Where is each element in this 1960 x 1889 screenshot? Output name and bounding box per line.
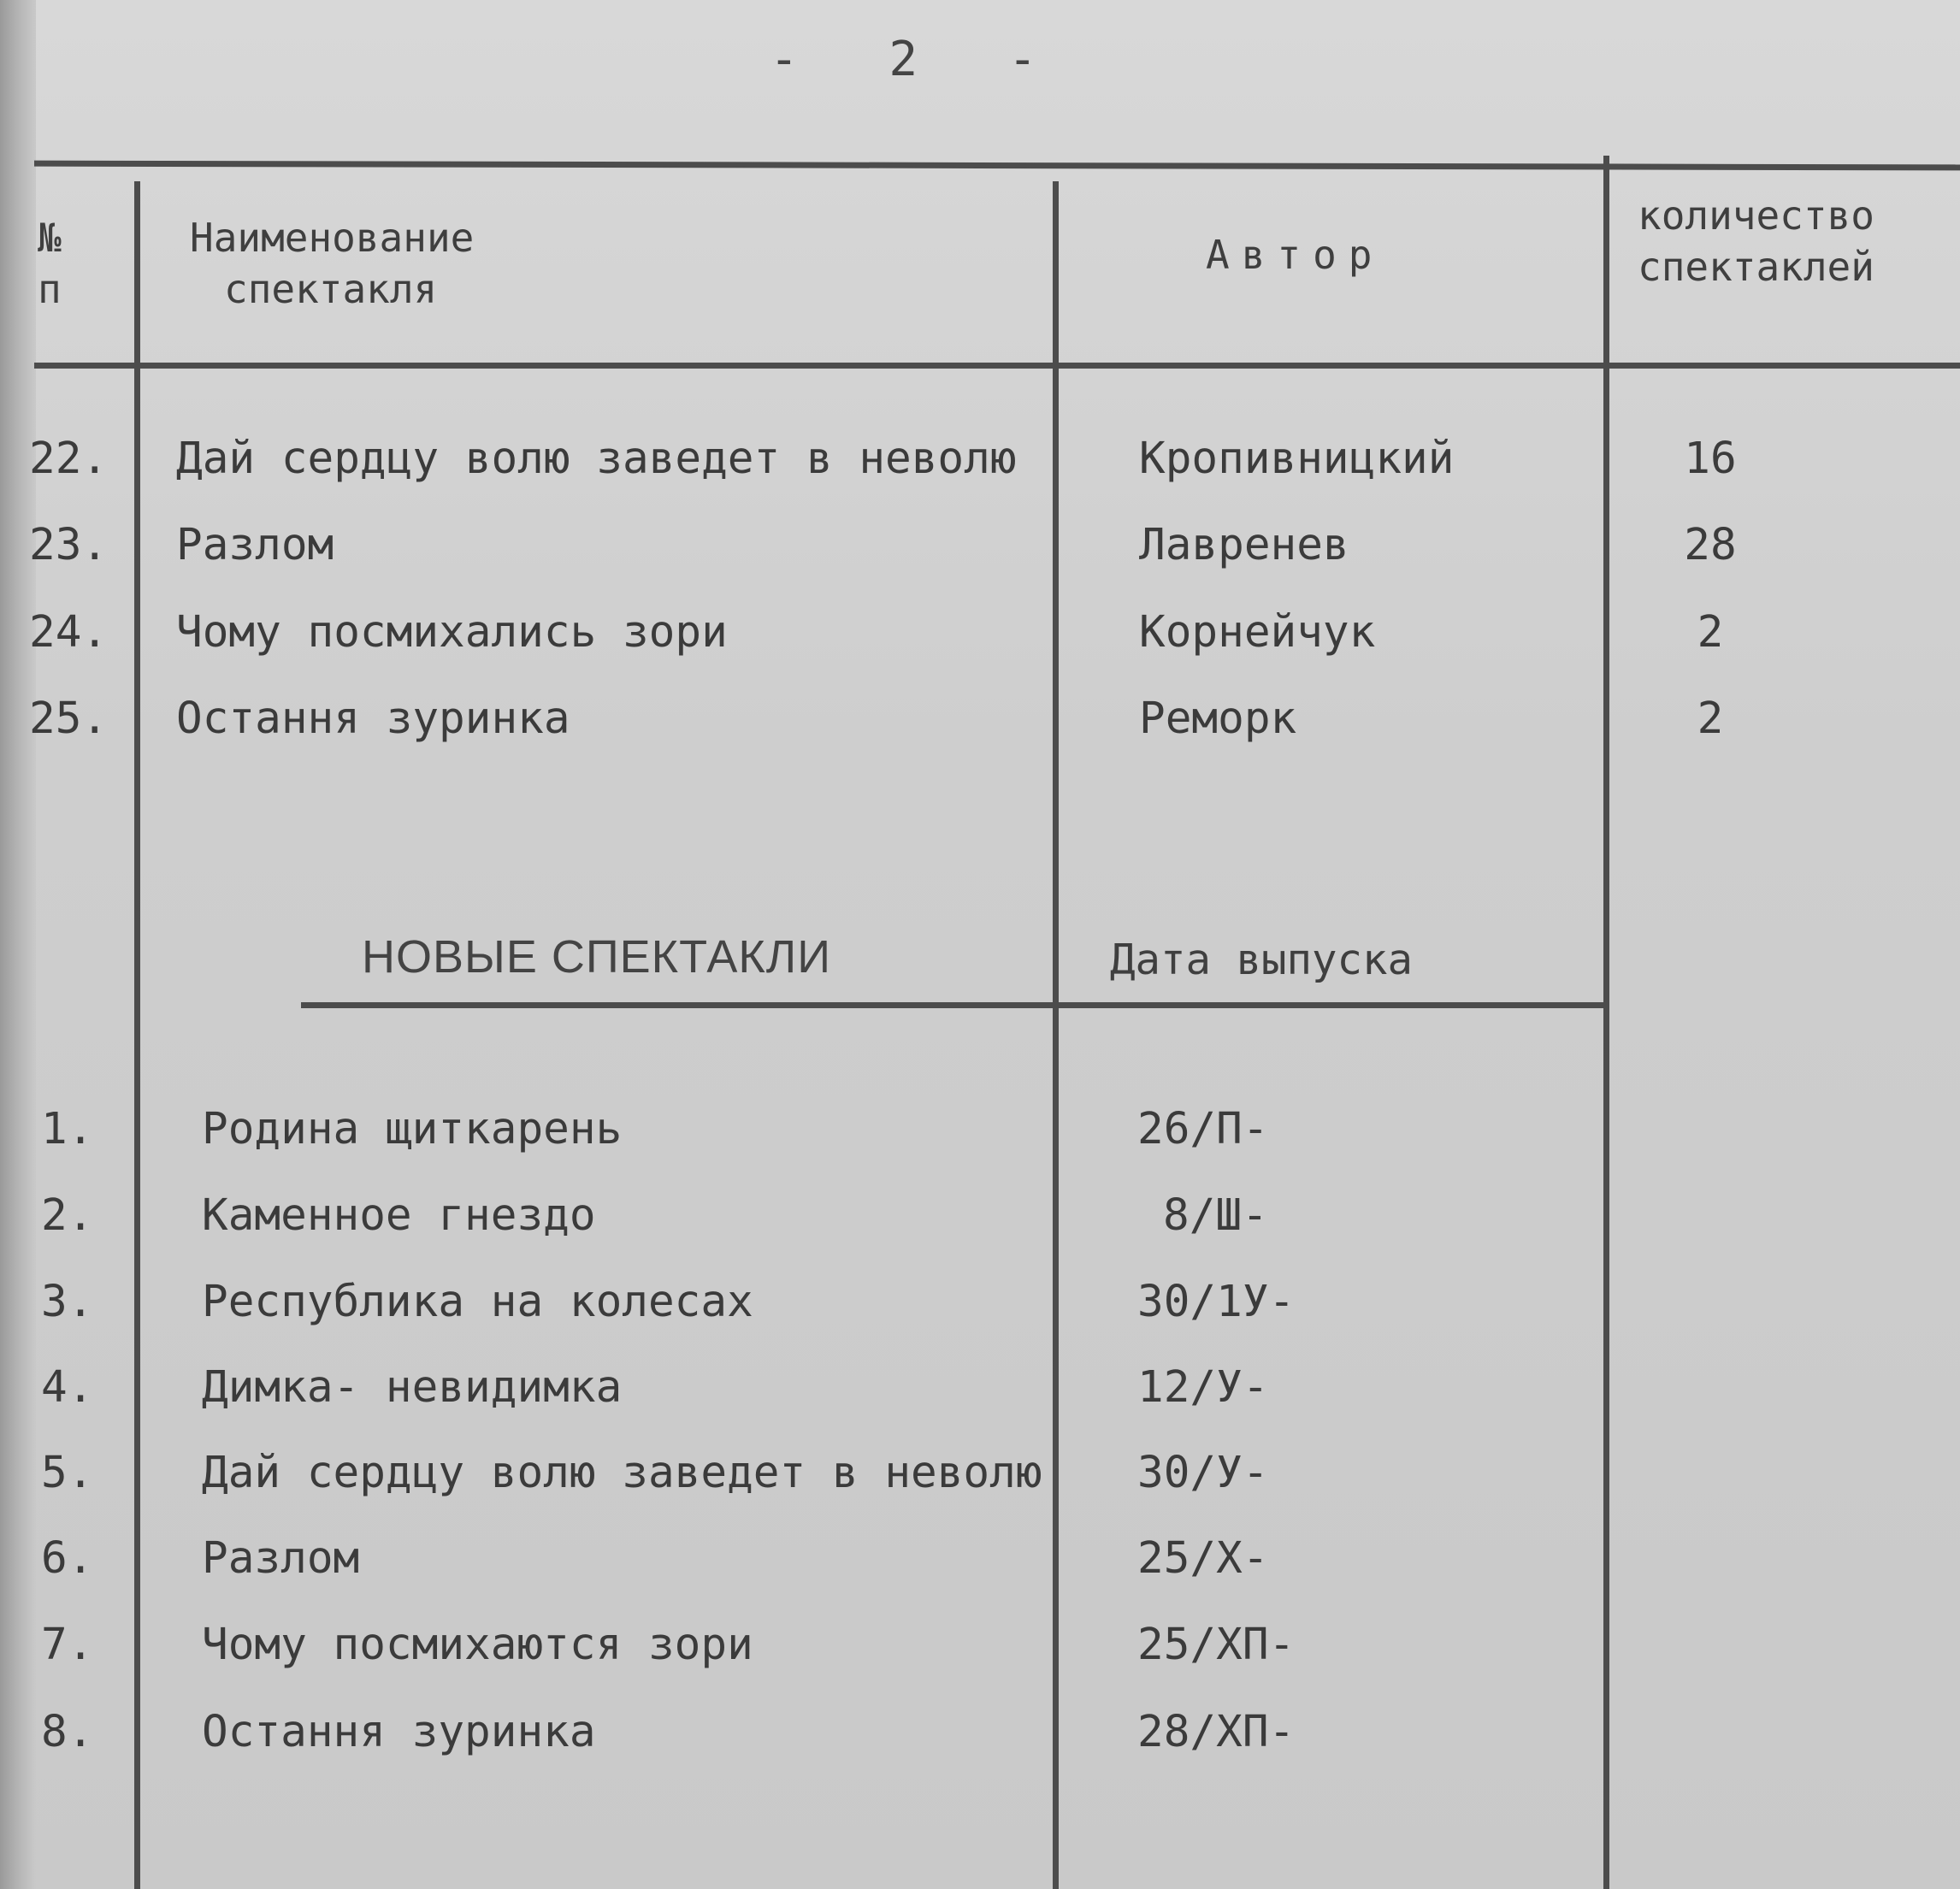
header-title-line2: спектакля (224, 266, 438, 312)
row-number: 3. (41, 1277, 94, 1327)
row-number: 6. (41, 1533, 94, 1584)
row-date: 25/Х- (1137, 1533, 1269, 1584)
row-title: Каменное гнездо (202, 1190, 596, 1241)
new-section-underline (301, 1002, 1609, 1008)
row-count: 28 (1684, 520, 1737, 570)
row-title: Чому посмихались зори (176, 607, 728, 658)
row-count: 2 (1697, 694, 1724, 744)
table-header-bottom-rule (34, 363, 1960, 369)
row-title: Разлом (202, 1533, 360, 1584)
row-number: 4. (41, 1362, 94, 1413)
row-title: Республика на колесах (202, 1277, 753, 1327)
row-number: 5. (41, 1448, 94, 1498)
row-date: 25/ХП- (1137, 1620, 1296, 1670)
row-count: 16 (1684, 434, 1737, 484)
table-top-rule (34, 161, 1960, 171)
column-divider-number (134, 181, 140, 1889)
header-count-line1: количество (1638, 192, 1874, 239)
row-number: 8. (41, 1707, 94, 1757)
row-number: 24. (29, 607, 109, 658)
row-number: 23. (29, 520, 109, 570)
column-divider-author (1603, 156, 1609, 1889)
row-title: Дай сердцу волю заведет в неволю (202, 1448, 1042, 1498)
row-title: Разлом (176, 520, 334, 570)
header-author: Автор (1206, 232, 1384, 278)
header-number-line2: п (38, 266, 62, 312)
row-count: 2 (1697, 607, 1724, 658)
header-count (1638, 190, 1874, 292)
row-author: Реморк (1139, 694, 1297, 744)
row-number: 1. (41, 1104, 94, 1154)
row-title: Чому посмихаются зори (202, 1620, 753, 1670)
row-date: 12/У- (1137, 1362, 1269, 1413)
row-title: Остання зуринка (202, 1707, 596, 1757)
header-count-line2: спектаклей (1638, 244, 1874, 290)
row-date: 30/У- (1137, 1448, 1269, 1498)
page-left-edge-shadow (0, 0, 36, 1889)
row-number: 2. (41, 1190, 94, 1241)
row-date: 8/Ш- (1163, 1190, 1268, 1241)
new-section-title: НОВЫЕ СПЕКТАКЛИ (362, 931, 832, 983)
header-number-line1: № (38, 215, 62, 261)
header-title-line1: Наименование (190, 215, 475, 261)
row-title: Дай сердцу волю заведет в неволю (176, 434, 1017, 484)
row-date: 30/1У- (1137, 1277, 1296, 1327)
header-number (38, 212, 62, 315)
row-date: 26/П- (1137, 1104, 1269, 1154)
row-title: Родина щиткарень (202, 1104, 623, 1154)
row-author: Лавренев (1139, 520, 1349, 570)
column-divider-title (1053, 181, 1059, 1889)
row-author: Кропивницкий (1139, 434, 1455, 484)
row-title: Остання зуринка (176, 694, 570, 744)
row-date: 28/ХП- (1137, 1707, 1296, 1757)
row-title: Димка- невидимка (202, 1362, 623, 1413)
row-author: Корнейчук (1139, 607, 1376, 658)
header-title (190, 212, 474, 315)
page-number: - 2 - (770, 32, 1068, 87)
row-number: 25. (29, 694, 109, 744)
row-number: 7. (41, 1620, 94, 1670)
row-number: 22. (29, 434, 109, 484)
date-column-header: Дата выпуска (1110, 936, 1414, 984)
